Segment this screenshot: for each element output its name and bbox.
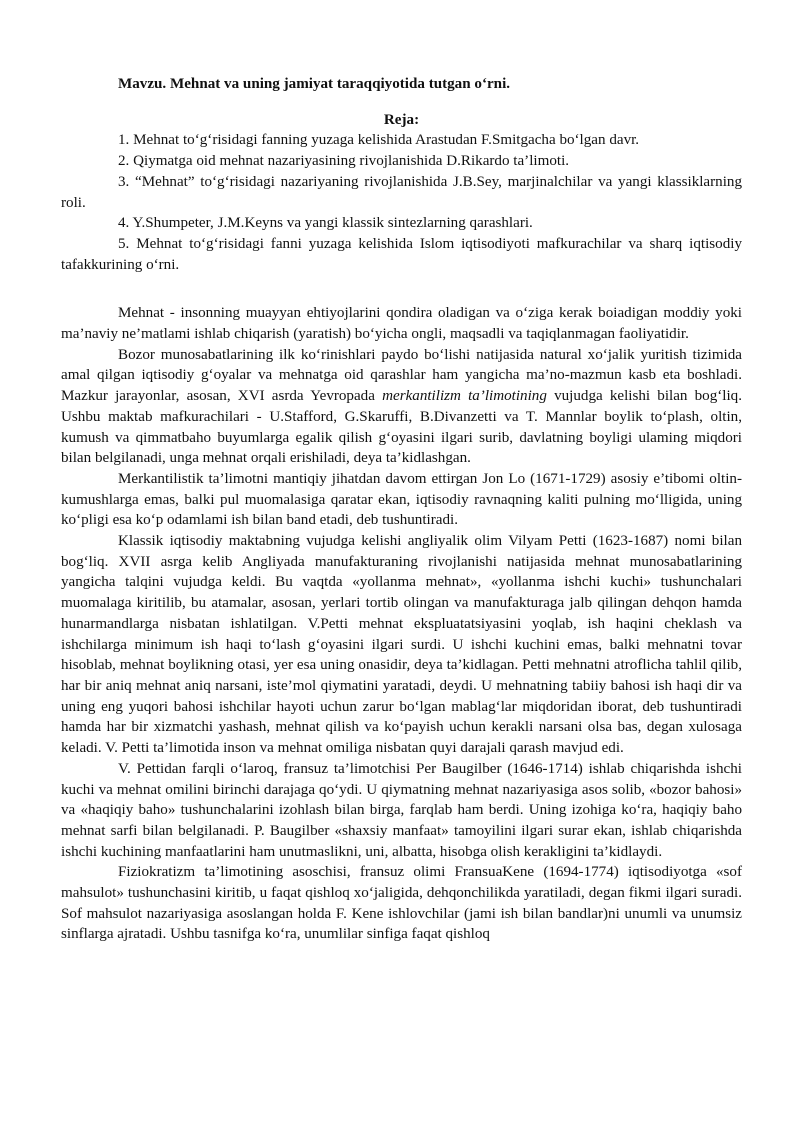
paragraph-mercantilism-text-2: vujudga kelishi bilan bog‘liq. Ushbu maktab mafkurachilari - U.Stafford, G.Skaruffi, B.Divanzetti va T. Mannlar boylik to‘plash, oltin, kumush va qimmatbaho buyumlarga egalik qilish g‘oyasini ilgari surib, davlatning boyligi ulaming miqdori bilan belgilanadi, unga mehnat orqali erishiladi, deya ta’kidlashgan. [61, 388, 742, 467]
topic-heading: Mavzu. Mehnat va uning jamiyat taraqqiyotida tutgan o‘rni. [118, 76, 511, 92]
paragraph-john-law: Merkantilistik ta’limotni mantiqiy jihatdan davom ettirgan Jon Lo (1671-1729) asosiy e’tibomi oltin-kumushlarga emas, balki pul muomalasiga qaratar ekan, iqtisodiy ravnaqning kaliti pulning mo‘lligida, uning ko‘pligi esa ko‘p odamlami ish bilan band etadi, deb tushuntiradi. [61, 470, 742, 529]
plan-item-2: 2. Qiymatga oid mehnat nazariyasining rivojlanishida D.Rikardo ta’limoti. [118, 153, 570, 170]
paragraph-mercantilism [61, 345, 742, 469]
paragraph-physiocracy: Fiziokratizm ta’limotining asoschisi, fransuz olimi FransuaKene (1694-1774) iqtisodiyotga «sof mahsulot» tushunchasini kiritib, u faqat qishloq xo‘jaligida, dehqonchilikda yaratiladi, degan fikmi ilgari suradi. Sof mahsulot nazariyasiga asoslangan holda F. Kene ishlovchilar (jami ish bilan bandlar)ni unumli va unumsiz sinflarga ajratadi. Ushbu tasnifga ko‘ra, unumlilar sinfiga faqat qishloq [61, 864, 742, 943]
paragraph-boisguilbert: V. Pettidan farqli o‘laroq, fransuz ta’limotchisi Per Baugilber (1646-1714) ishlab chiqarishda ishchi kuchi va mehnat omilini birinchi darajaga qo‘ydi. U qiymatning mehnat nazariyasiga asos solib, «bozor bahosi» va «haqiqiy baho» tushunchalarini izohlash bilan birga, farqlab ham berdi. Uning izohiga ko‘ra, haqiqiy baho mehnat sarfi bilan belgilanadi. P. Baugilber «shaxsiy manfaat» tamoyilini ilgari surar ekan, ishlab chiqarishda ishchi kuchining manfaatlarini ham unutmaslikni, uni, albatta, hisobga olish kerakligini ta’kidlaydi. [61, 760, 742, 860]
paragraph-william-petty: Klassik iqtisodiy maktabning vujudga kelishi angliyalik olim Vilyam Petti (1623-1687) nomi bilan bog‘liq. XVII asrga kelib Angliyada manufakturaning rivojlanishi natijasida mehnat munosabatlarining yangicha talqini vujudga keldi. Bu vaqtda «yollanma mehnat», «yollanma ishchi kuchi» tushunchalari muomalaga kiritilib, bu atamalar, asosan, yerlari tortib olingan va manufakturaga jalb qilingan dehqon hamda hunarmandlarga nisbatan ishlatilgan. V.Petti mehnat ekspluatatsiyasini yoqlab, ish haqini cheklash va ishchilarga minimum ish haqi to‘lash g‘oyasini ilgari surdi. U ishchi kuchini emas, balki mehnatni tovar hisoblab, mehnat boylikning otasi, yer esa uning onasidir, deya ta’kidlagan. Petti mehnatni atroflicha tahlil qilib, har bir aniq mehnat aniq narsani, iste’mol qiymatini yaratadi, deydi. U mehnatning tabiiy bahosi ish haqi dir va uning eng yuqori bahosi ishchilar hayoti uchun zarur bo‘lgan mablag‘lar miqdoridan iborat, deb tushuntiradi hamda har bir xizmatchi yashash, mehnat qilish va ko‘payish uchun kerakli narsani olsa bas, degan xulosaga keladi. V. Petti ta’limotida inson va mehnat omiliga nisbatan quyi darajali qarash mavjud edi. [61, 533, 742, 757]
paragraph-labor-definition: Mehnat - insonning muayyan ehtiyojlarini qondira oladigan va o‘ziga kerak boiadigan moddiy yoki ma’naviy ne’matlami ishlab chiqarish (yaratish) bo‘yicha ongli, maqsadli va taqiqlanmagan faoliyatidir. [61, 305, 742, 343]
plan-item-5: 5. Mehnat to‘g‘risidagi fanni yuzaga kelishida Islom iqtisodiyoti mafkurachilar va sharq iqtisodiy tafakkurining o‘rni. [61, 235, 742, 273]
paragraph-mercantilism-text-1: Bozor munosabatlarining ilk ko‘rinishlari paydo bo‘lishi natijasida natural xo‘jalik yuritish tizimida amal qilgan iqtisodiy g‘oyalar va mehnatga oid qarashlar ham yangicha ma’no-mazmun kasb eta boshladi. Mazkur jarayonlar, asosan, XVI asrda Yevropada [61, 346, 742, 405]
plan-item-1: 1. Mehnat to‘g‘risidagi fanning yuzaga kelishida Arastudan F.Smitgacha bo‘lgan davr. [118, 132, 640, 149]
plan-list [61, 130, 742, 275]
plan-item-3: 3. “Mehnat” to‘g‘risidagi nazariyaning rivojlanishida J.B.Sey, marjinalchilar va yangi klassiklarning roli. [61, 173, 742, 211]
plan-item-4: 4. Y.Shumpeter, J.M.Keyns va yangi klassik sintezlarning qarashlari. [118, 215, 533, 232]
mercantilism-term: merkantilizm ta’limotining [382, 388, 547, 405]
plan-title: Reja: [383, 111, 420, 128]
